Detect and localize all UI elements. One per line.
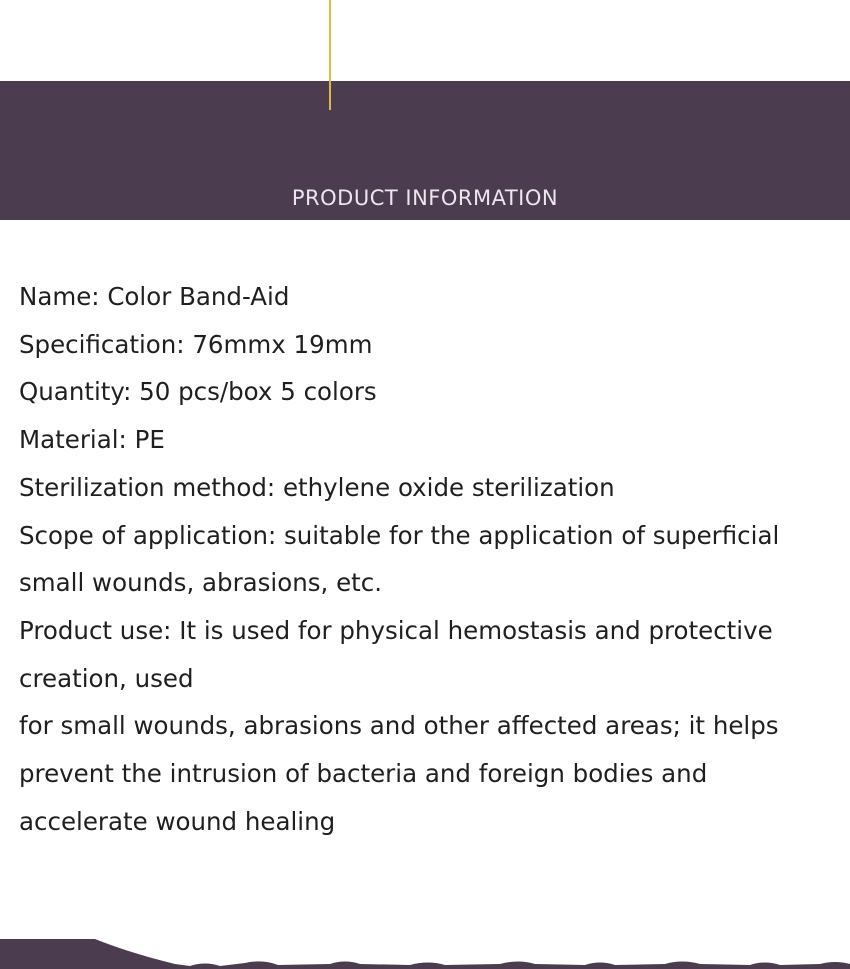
info-line-use-1: Product use: It is used for physical hemostasis and protective — [19, 615, 773, 645]
wave-shape — [0, 939, 850, 969]
info-line-name: Name: Color Band-Aid — [19, 282, 290, 311]
info-line-quantity: Quantity: 50 pcs/box 5 colors — [19, 377, 377, 407]
info-line-material: Material: PE — [19, 425, 165, 455]
info-line-specification: Specification: 76mmx 19mm — [19, 329, 373, 359]
info-line-use-3: for small wounds, abrasions and other affected areas; it helps — [19, 711, 779, 741]
info-line-scope-2: small wounds, abrasions, etc. — [19, 568, 383, 598]
info-line-scope-1: Scope of application: suitable for the application of superficial — [19, 520, 780, 550]
info-line-use-4: prevent the intrusion of bacteria and foreign bodies and — [19, 759, 708, 789]
info-line-use-2: creation, used — [19, 663, 194, 693]
info-line-sterilization: Sterilization method: ethylene oxide sterilization — [19, 472, 615, 502]
info-line-use-5: accelerate wound healing — [19, 806, 336, 836]
banner-title: PRODUCT INFORMATION — [291, 186, 559, 210]
product-info-text — [19, 273, 819, 845]
hanging-gold-line — [329, 0, 331, 110]
bottom-decorative-wave — [0, 939, 850, 969]
